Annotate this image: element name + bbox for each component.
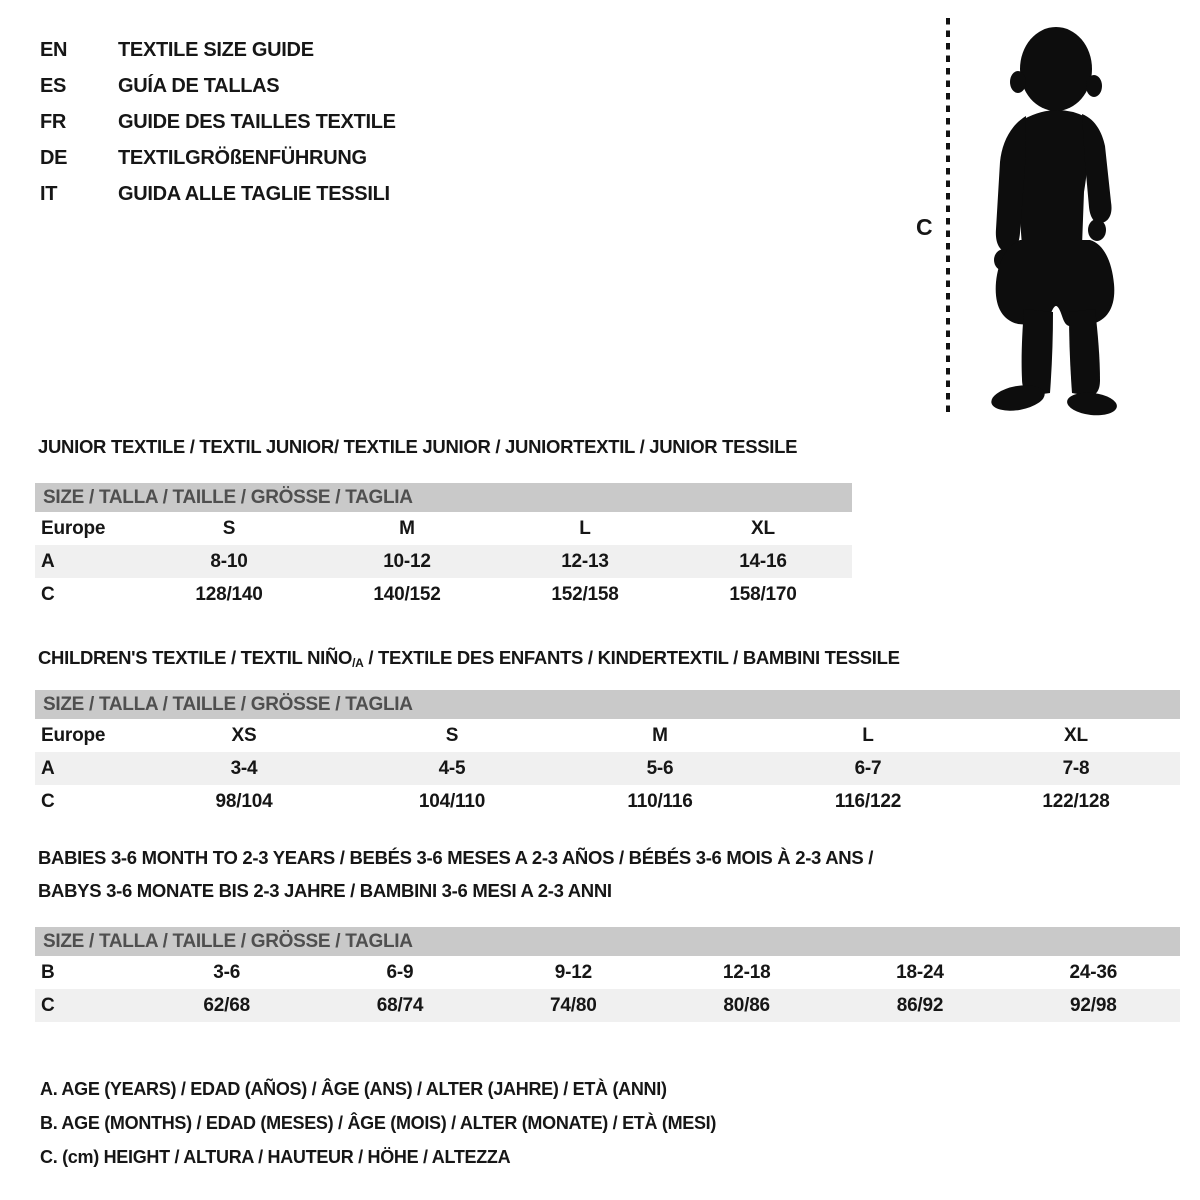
- table-cell: 140/152: [373, 584, 441, 605]
- row-label: C: [41, 584, 55, 605]
- row-label: Europe: [41, 725, 106, 746]
- language-row: [40, 32, 396, 68]
- language-title: GUÍA DE TALLAS: [118, 74, 280, 97]
- children-size-table: [35, 690, 1180, 818]
- size-header-bar: SIZE / TALLA / TAILLE / GRÖSSE / TAGLIA: [35, 927, 1180, 956]
- table-cell: 104/110: [418, 791, 486, 812]
- table-row: [35, 545, 852, 578]
- table-row: [35, 956, 1180, 989]
- legend-line-b: B. AGE (MONTHS) / EDAD (MESES) / ÂGE (MOIS) / ALTER (MONATE) / ETÀ (MESI): [40, 1113, 717, 1133]
- height-measure-label: C: [916, 214, 933, 240]
- table-cell: 128/140: [195, 584, 263, 605]
- table-row: [35, 752, 1180, 785]
- language-code: IT: [40, 182, 58, 205]
- table-cell: 9-12: [554, 962, 592, 983]
- babies-size-table: [35, 927, 1180, 1022]
- table-cell: 8-10: [210, 551, 248, 572]
- language-title: TEXTILGRÖßENFÜHRUNG: [118, 146, 367, 169]
- language-code: ES: [40, 74, 67, 97]
- children-title-prefix: CHILDREN'S TEXTILE / TEXTIL NIÑO: [38, 647, 353, 668]
- table-cell: 116/122: [834, 791, 902, 812]
- row-label: C: [41, 995, 55, 1016]
- table-cell: XL: [751, 518, 775, 539]
- children-title-suffix: / TEXTILE DES ENFANTS / KINDERTEXTIL / BAMBINI TESSILE: [363, 647, 900, 668]
- table-row: [35, 578, 852, 611]
- row-label: B: [41, 962, 55, 983]
- table-cell: 80/86: [723, 995, 770, 1016]
- table-cell: 86/92: [896, 995, 944, 1016]
- table-cell: 5-6: [646, 758, 674, 779]
- language-code: FR: [40, 110, 67, 133]
- junior-section-title: JUNIOR TEXTILE / TEXTIL JUNIOR/ TEXTILE JUNIOR / JUNIORTEXTIL / JUNIOR TESSILE: [38, 436, 798, 457]
- table-cell: 3-4: [230, 758, 258, 779]
- table-cell: 152/158: [551, 584, 619, 605]
- height-measure-line: [944, 16, 952, 418]
- table-cell: 68/74: [376, 995, 424, 1016]
- table-cell: 24-36: [1069, 962, 1118, 983]
- table-cell: S: [222, 518, 236, 539]
- language-row: [40, 176, 396, 212]
- language-title: GUIDE DES TAILLES TEXTILE: [118, 110, 396, 133]
- language-title-list: [40, 32, 396, 212]
- children-title-sub: /A: [352, 656, 364, 670]
- table-cell: 14-16: [739, 551, 787, 572]
- table-cell: M: [652, 725, 668, 746]
- language-code: EN: [40, 38, 68, 61]
- language-title: GUIDA ALLE TAGLIE TESSILI: [118, 182, 390, 205]
- table-cell: 12-18: [722, 962, 771, 983]
- table-row: [35, 719, 1180, 752]
- table-row: [35, 512, 852, 545]
- table-cell: L: [579, 518, 591, 539]
- table-row: [35, 785, 1180, 818]
- table-cell: 6-9: [386, 962, 414, 983]
- table-cell: 10-12: [383, 551, 431, 572]
- table-row: [35, 989, 1180, 1022]
- table-cell: 6-7: [854, 758, 882, 779]
- table-cell: 92/98: [1070, 995, 1117, 1016]
- size-header-bar: SIZE / TALLA / TAILLE / GRÖSSE / TAGLIA: [35, 483, 852, 512]
- row-label: C: [41, 791, 55, 812]
- table-cell: 3-6: [213, 962, 241, 983]
- row-label: A: [41, 551, 55, 572]
- table-cell: 62/68: [203, 995, 250, 1016]
- babies-section-title-line1: BABIES 3-6 MONTH TO 2-3 YEARS / BEBÉS 3-6 MESES A 2-3 AÑOS / BÉBÉS 3-6 MOIS À 2-3 ANS /: [38, 847, 874, 868]
- language-row: [40, 104, 396, 140]
- measure-legend: [40, 1072, 716, 1174]
- babies-section-title-line2: BABYS 3-6 MONATE BIS 2-3 JAHRE / BAMBINI 3-6 MESI A 2-3 ANNI: [38, 880, 612, 901]
- language-row: [40, 68, 396, 104]
- table-cell: 12-13: [561, 551, 609, 572]
- table-cell: M: [399, 518, 415, 539]
- table-cell: 74/80: [550, 995, 597, 1016]
- table-cell: 122/128: [1042, 791, 1110, 812]
- row-label: A: [41, 758, 55, 779]
- baby-silhouette-icon: [966, 14, 1141, 419]
- table-cell: 110/116: [627, 791, 693, 812]
- table-cell: 18-24: [896, 962, 944, 983]
- row-label: Europe: [41, 518, 106, 539]
- table-cell: S: [445, 725, 459, 746]
- table-cell: XS: [231, 725, 257, 746]
- children-section-title: [38, 647, 900, 670]
- legend-line-a: A. AGE (YEARS) / EDAD (AÑOS) / ÂGE (ANS) / ALTER (JAHRE) / ETÀ (ANNI): [40, 1079, 667, 1099]
- table-cell: 98/104: [215, 791, 273, 812]
- language-row: [40, 140, 396, 176]
- table-cell: 4-5: [438, 758, 466, 779]
- size-header-bar: SIZE / TALLA / TAILLE / GRÖSSE / TAGLIA: [35, 690, 1180, 719]
- junior-size-table: [35, 483, 852, 611]
- table-cell: 158/170: [729, 584, 797, 605]
- legend-line-c: C. (cm) HEIGHT / ALTURA / HAUTEUR / HÖHE / ALTEZZA: [40, 1147, 511, 1167]
- language-code: DE: [40, 146, 68, 169]
- language-title: TEXTILE SIZE GUIDE: [118, 38, 314, 61]
- table-cell: 7-8: [1062, 758, 1090, 779]
- table-cell: L: [862, 725, 874, 746]
- table-cell: XL: [1064, 725, 1088, 746]
